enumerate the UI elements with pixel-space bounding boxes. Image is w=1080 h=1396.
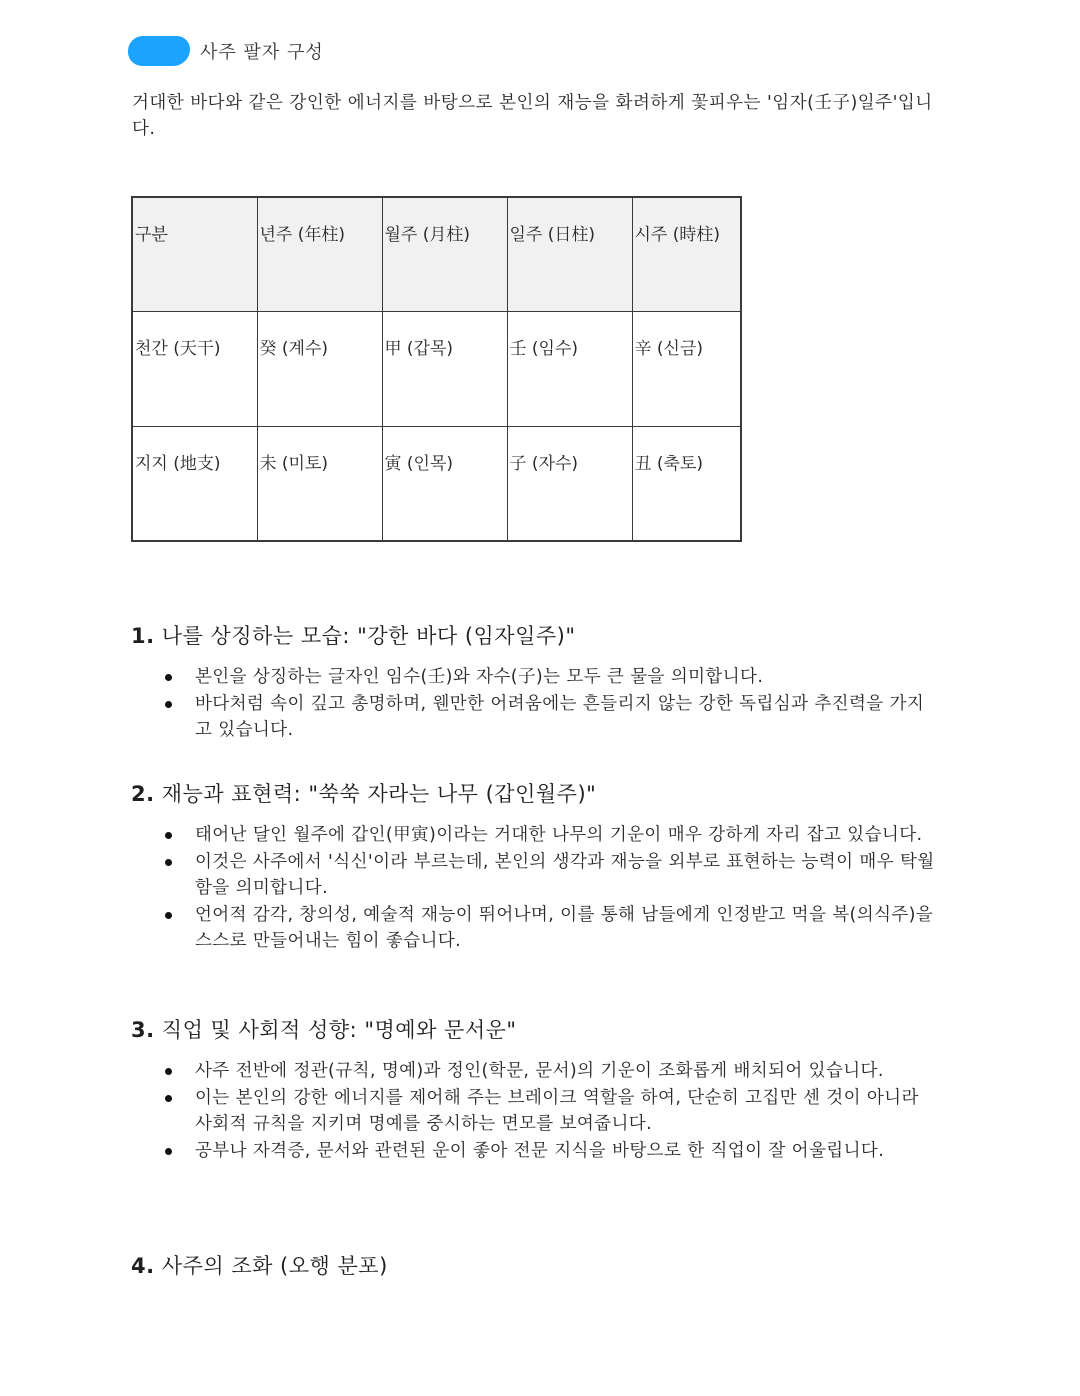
header-title: 사주 팔자 구성	[200, 42, 324, 63]
section-title: 재능과 표현력: "쑥쑥 자라는 나무 (갑인월주)"	[161, 782, 597, 806]
list-item: 사주 전반에 정관(규칙, 명예)과 정인(학문, 문서)의 기운이 조화롭게 배치되어 있습니다.	[195, 1058, 951, 1085]
table-header-cell: 월주 (月柱)	[382, 197, 507, 311]
list-item: 본인을 상징하는 글자인 임수(壬)와 자수(子)는 모두 큰 물을 의미합니다.	[195, 664, 951, 691]
section-number: 3.	[131, 1018, 155, 1042]
list-item: 공부나 자격증, 문서와 관련된 운이 좋아 전문 지식을 바탕으로 한 직업이 잘 어울립니다.	[195, 1138, 951, 1165]
table-cell: 辛 (신금)	[632, 311, 741, 426]
table-cell: 丑 (축토)	[632, 426, 741, 541]
list-item: 이것은 사주에서 '식신'이라 부르는데, 본인의 생각과 재능을 외부로 표현하는 능력이 매우 탁월함을 의미합니다.	[195, 849, 951, 902]
table-header-cell: 구분	[132, 197, 257, 311]
list-item: 태어난 달인 월주에 갑인(甲寅)이라는 거대한 나무의 기운이 매우 강하게 자리 잡고 있습니다.	[195, 822, 951, 849]
table-row	[132, 426, 741, 541]
table-header-cell: 일주 (日柱)	[507, 197, 632, 311]
list-item: 이는 본인의 강한 에너지를 제어해 주는 브레이크 역할을 하여, 단순히 고집만 센 것이 아니라 사회적 규칙을 지키며 명예를 중시하는 면모를 보여줍니다.	[195, 1085, 951, 1138]
table-row	[132, 311, 741, 426]
section-heading	[131, 1250, 951, 1280]
section-4	[131, 1250, 951, 1280]
section-heading	[131, 1014, 951, 1044]
saju-table	[131, 196, 742, 542]
section-number: 4.	[131, 1254, 155, 1278]
table-cell: 甲 (갑목)	[382, 311, 507, 426]
section-title: 사주의 조화 (오행 분포)	[161, 1254, 388, 1278]
section-number: 2.	[131, 782, 155, 806]
section-3	[131, 1014, 951, 1164]
section-1	[131, 620, 951, 744]
list-item: 언어적 감각, 창의성, 예술적 재능이 뛰어나며, 이를 통해 남들에게 인정받고 먹을 복(의식주)을 스스로 만들어내는 힘이 좋습니다.	[195, 902, 951, 955]
section-title: 직업 및 사회적 성향: "명예와 문서운"	[161, 1018, 517, 1042]
bullet-list	[131, 822, 951, 955]
section-title: 나를 상징하는 모습: "강한 바다 (임자일주)"	[161, 624, 576, 648]
section-heading	[131, 778, 951, 808]
section-2	[131, 778, 951, 955]
table-cell: 未 (미토)	[257, 426, 382, 541]
table-cell: 천간 (天干)	[132, 311, 257, 426]
bullet-list	[131, 664, 951, 744]
table-cell: 壬 (임수)	[507, 311, 632, 426]
intro-paragraph: 거대한 바다와 같은 강인한 에너지를 바탕으로 본인의 재능을 화려하게 꽃피우는 '임자(壬子)일주'입니다.	[132, 93, 933, 139]
section-number: 1.	[131, 624, 155, 648]
table-cell: 지지 (地支)	[132, 426, 257, 541]
table-cell: 寅 (인목)	[382, 426, 507, 541]
table-header-row	[132, 197, 741, 311]
document-header	[128, 34, 324, 68]
table-cell: 癸 (계수)	[257, 311, 382, 426]
table-header-cell: 시주 (時柱)	[632, 197, 741, 311]
section-heading	[131, 620, 951, 650]
table-cell: 子 (자수)	[507, 426, 632, 541]
list-item: 바다처럼 속이 깊고 총명하며, 웬만한 어려움에는 흔들리지 않는 강한 독립심과 추진력을 가지고 있습니다.	[195, 691, 951, 744]
table-header-cell: 년주 (年柱)	[257, 197, 382, 311]
redacted-name-mark	[128, 36, 190, 66]
bullet-list	[131, 1058, 951, 1164]
